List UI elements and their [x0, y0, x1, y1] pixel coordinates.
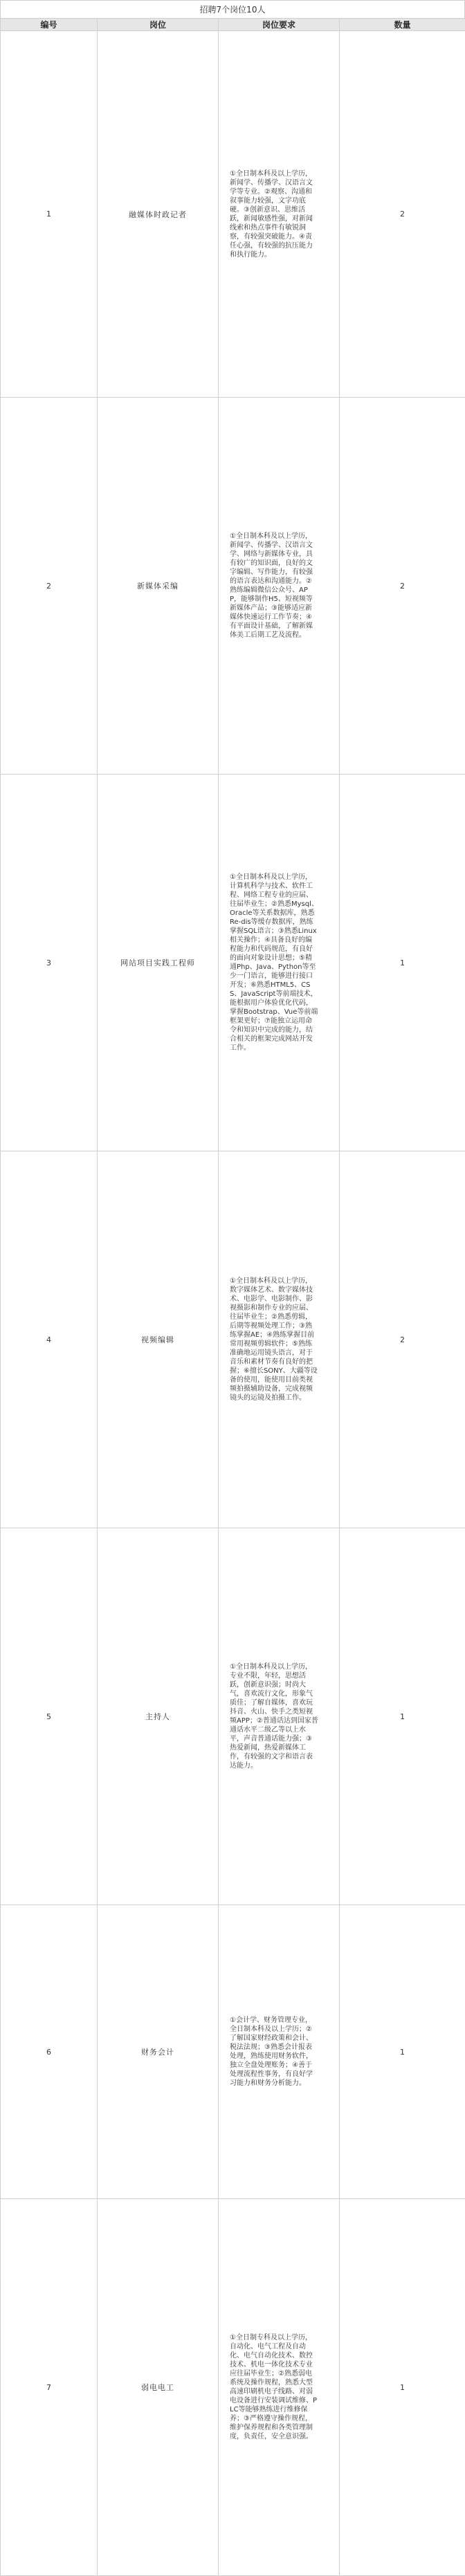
header-number: 编号 [1, 19, 98, 31]
row-position: 融媒体时政记者 [98, 31, 219, 398]
row-number: 7 [1, 2199, 98, 2576]
row-position: 弱电电工 [98, 2199, 219, 2576]
row-requirements: ①全日制本科及以上学历，计算机科学与技术、软件工程、网络工程专业的应届、往届毕业生；②熟悉Mysql、Oracle等关系数据库，熟悉Re-dis等缓存数据库，熟练掌握SQL语言；③熟悉Linux相关操作；④具备良好的编程能力和代码规范，有良好的面向对象设计思想；⑤精通Php、Java、Python等至少一门语言，能够进行接口开发；⑥熟悉HTML5、CSS、JavaScript等前端技术，能根据用户体验优化代码，掌握Bootstrap、Vue等前端框架更好；⑦能独立运用命令和知识中完成的能力，结合相关的框架完成网站开发工作。 [230, 873, 318, 1053]
table-row [1, 1528, 465, 1905]
row-count: 1 [340, 1528, 465, 1905]
table-row [1, 31, 465, 398]
row-position: 财务会计 [98, 1905, 219, 2199]
row-count: 2 [340, 398, 465, 775]
header-count: 数量 [340, 19, 465, 31]
table-row [1, 2199, 465, 2576]
row-number: 1 [1, 31, 98, 398]
row-requirements: ①全日制本科及以上学历，数字媒体艺术、数字媒体技术、电影学、电影制作、影视摄影和制作专业的应届、往届毕业生；②熟悉剪辑，后期等视频处理工作；③熟练掌握AE；④熟练掌握目前常用视频剪辑软件；⑤熟练准确地运用镜头语言，对于音乐和素材节奏有良好的把握；⑥擅长SONY、大疆等设备的使用，能使用目前类视频拍摄辅助设备，完成视频镜头的运镜及拍摄工作。 [230, 1277, 318, 1402]
row-position: 视频编辑 [98, 1151, 219, 1528]
header-position: 岗位 [98, 19, 219, 31]
row-requirements: ①会计学、财务管理专业，全日制本科及以上学历；②了解国家财经政策和会计、税法法规；③熟悉会计报表处理，熟练使用财务软件，独立全盘处理账务；④善于处理流程性事务，有良好学习能力和财务分析能力。 [230, 2016, 318, 2088]
row-requirements: ①全日制专科及以上学历，自动化、电气工程及自动化、电气自动化技术、数控技术、机电一体化技术专业应往届毕业生；②熟悉弱电系统及操作规程，熟悉大型高速印刷机电子线路、对弱电设备进行安装调试维修、PLC等能够熟练进行维修保养；③严格遵守操作规程，维护保养规程和各类管理制度，负责任，安全意识强。 [230, 2333, 318, 2441]
table-row [1, 1151, 465, 1528]
table-row [1, 398, 465, 775]
row-number: 4 [1, 1151, 98, 1528]
row-number: 2 [1, 398, 98, 775]
header-requirements: 岗位要求 [219, 19, 340, 31]
row-requirements: ①全日制本科及以上学历，专业不限，年轻，思想活跃，创新意识强；时尚大气，喜欢流行文化，形象气质佳；了解自媒体，喜欢玩抖音、火山、快手之类短视频APP；②普通话达到国家普通话水平二级乙等以上水平，声音普通话能力强；③热爱新闻，热爱新媒体工作，有较强的文字和语言表达能力。 [230, 1662, 318, 1770]
row-requirements: ①全日制本科及以上学历，新闻学、传播学、汉语言文学、网络与新媒体专业，具有较广的知识面，良好的文字编辑、写作能力，有较强的语言表达和沟通能力。②熟练编辑微信公众号、APP，能够制作H5、短视频等新媒体产品；③能够适应新媒体快速运行工作节奏；④有平面设计基础，了解新媒体美工后期工艺及流程。 [230, 532, 318, 640]
row-number: 5 [1, 1528, 98, 1905]
row-count: 1 [340, 775, 465, 1151]
row-count: 2 [340, 31, 465, 398]
row-position: 网站项目实践工程师 [98, 775, 219, 1151]
row-count: 2 [340, 1151, 465, 1528]
row-number: 3 [1, 775, 98, 1151]
row-count: 1 [340, 1905, 465, 2199]
row-count: 1 [340, 2199, 465, 2576]
table-caption: 招聘7个岗位10人 [0, 0, 465, 18]
row-position: 主持人 [98, 1528, 219, 1905]
table-header-row [1, 19, 465, 31]
table-row [1, 775, 465, 1151]
row-position: 新媒体采编 [98, 398, 219, 775]
row-requirements: ①全日制本科及以上学历，新闻学、传播学、汉语言文学等专业。②观察、沟通和叙事能力较强，文字功底硬。③创新意识、思维活跃，新闻敏感性强，对新闻线索和热点事件有敏锐洞察，有较强突破能力。④责任心强，有较强的抗压能力和执行能力。 [230, 169, 318, 259]
row-number: 6 [1, 1905, 98, 2199]
table-row [1, 1905, 465, 2199]
recruitment-table [0, 18, 465, 2576]
